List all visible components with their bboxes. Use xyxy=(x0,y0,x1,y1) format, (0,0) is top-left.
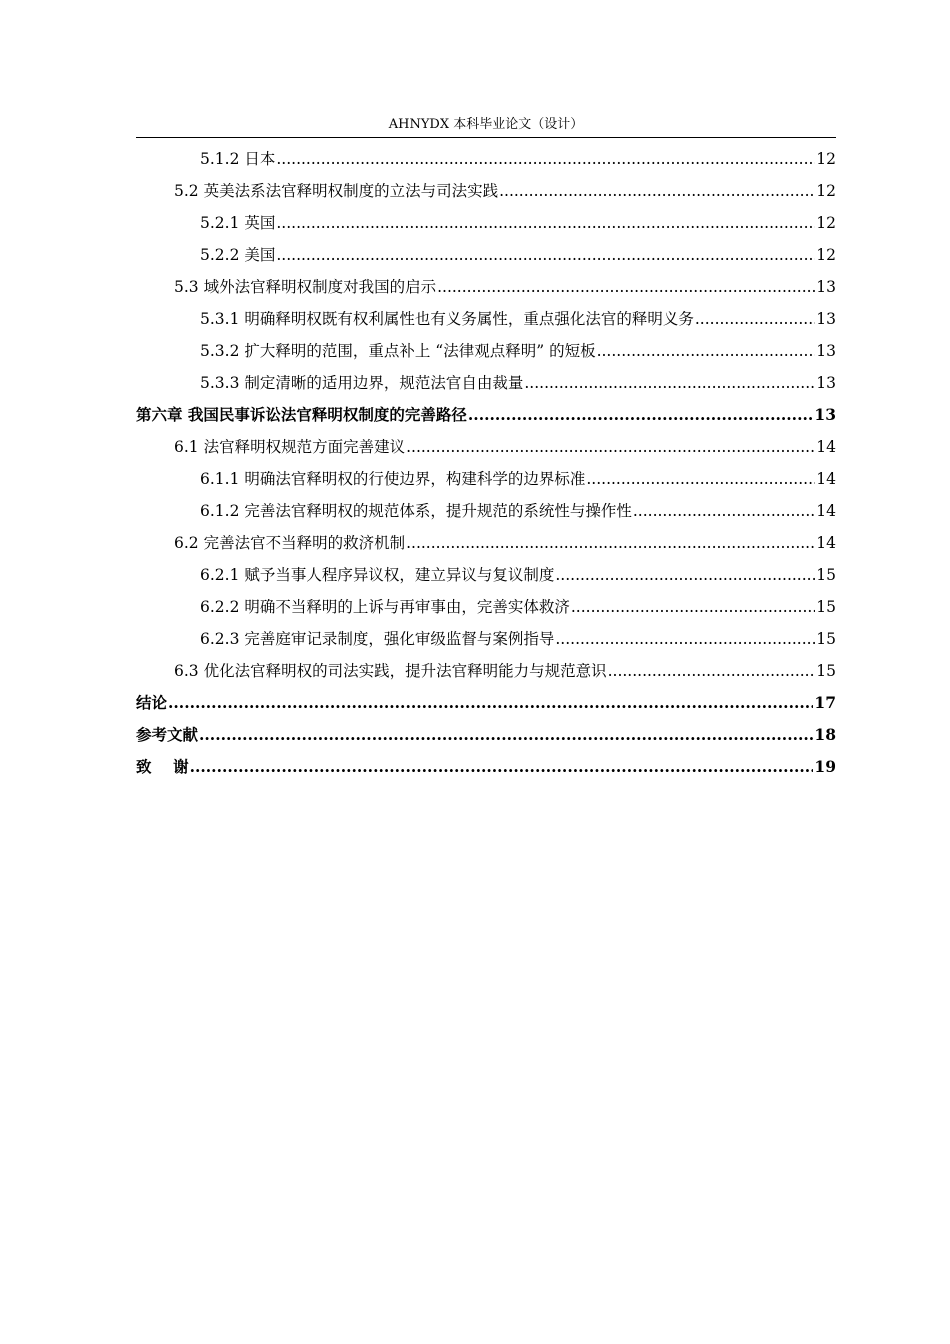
table-of-contents xyxy=(136,143,836,783)
toc-entry-page: 13 xyxy=(816,374,836,392)
toc-entry-title: 6.2.1 赋予当事人程序异议权，建立异议与复议制度 xyxy=(200,566,555,584)
toc-entry[interactable] xyxy=(136,527,836,559)
toc-entry-acknowledgements[interactable] xyxy=(136,751,836,783)
toc-entry-page: 13 xyxy=(814,405,836,424)
toc-leader-dots xyxy=(406,431,815,463)
toc-entry-title: 6.1.2 完善法官释明权的规范体系，提升规范的系统性与操作性 xyxy=(200,502,632,520)
toc-leader-dots xyxy=(597,335,816,367)
toc-leader-dots xyxy=(468,399,814,431)
toc-entry[interactable] xyxy=(136,431,836,463)
toc-leader-dots xyxy=(586,463,815,495)
toc-entry-title: 6.1.1 明确法官释明权的行使边界，构建科学的边界标准 xyxy=(200,470,586,488)
toc-leader-dots xyxy=(695,303,815,335)
toc-entry[interactable] xyxy=(136,271,836,303)
toc-entry-page: 14 xyxy=(816,534,836,552)
toc-entry-page: 15 xyxy=(816,630,836,648)
toc-leader-dots xyxy=(608,655,816,687)
toc-entry-page: 13 xyxy=(816,342,836,360)
toc-entry-title: 6.2.2 明确不当释明的上诉与再审事由，完善实体救济 xyxy=(200,598,570,616)
toc-entry[interactable] xyxy=(136,367,836,399)
toc-entry-page: 14 xyxy=(816,470,836,488)
toc-leader-dots xyxy=(168,687,813,719)
toc-entry[interactable] xyxy=(136,303,836,335)
toc-entry-title: 5.3.1 明确释明权既有权利属性也有义务属性，重点强化法官的释明义务 xyxy=(200,310,694,328)
toc-leader-dots xyxy=(633,495,815,527)
toc-entry[interactable] xyxy=(136,207,836,239)
toc-leader-dots xyxy=(555,623,815,655)
toc-entry[interactable] xyxy=(136,623,836,655)
toc-entry[interactable] xyxy=(136,655,836,687)
toc-leader-dots xyxy=(276,143,815,175)
toc-entry-title: 6.2 完善法官不当释明的救济机制 xyxy=(174,534,406,552)
toc-entry-title: 5.3.2 扩大释明的范围，重点补上 “法律观点释明” 的短板 xyxy=(200,342,596,360)
toc-entry-page: 12 xyxy=(816,182,836,200)
toc-entry-title: 结论 xyxy=(136,693,168,712)
toc-entry-title: 6.1 法官释明权规范方面完善建议 xyxy=(174,438,406,456)
toc-leader-dots xyxy=(571,591,815,623)
toc-entry[interactable] xyxy=(136,591,836,623)
toc-entry[interactable] xyxy=(136,335,836,367)
toc-entry-chapter[interactable] xyxy=(136,399,836,431)
toc-entry-title: 5.1.2 日本 xyxy=(200,150,276,168)
toc-entry[interactable] xyxy=(136,559,836,591)
toc-entry-title: 5.3.3 制定清晰的适用边界，规范法官自由裁量 xyxy=(200,374,524,392)
toc-entry-page: 12 xyxy=(816,214,836,232)
toc-leader-dots xyxy=(555,559,815,591)
toc-leader-dots xyxy=(276,207,815,239)
toc-entry-page: 15 xyxy=(816,566,836,584)
toc-entry-title: 5.2.2 美国 xyxy=(200,246,276,264)
toc-entry-page: 12 xyxy=(816,150,836,168)
toc-entry-title: 参考文献 xyxy=(136,725,199,744)
toc-leader-dots xyxy=(406,527,815,559)
page-header xyxy=(136,117,836,138)
header-text: AHNYDX 本科毕业论文（设计） xyxy=(388,117,584,132)
toc-entry-title: 6.2.3 完善庭审记录制度，强化审级监督与案例指导 xyxy=(200,630,555,648)
toc-entry-title: 第六章 我国民事诉讼法官释明权制度的完善路径 xyxy=(136,405,467,424)
toc-entry-page: 17 xyxy=(814,693,836,712)
toc-entry-page: 13 xyxy=(816,310,836,328)
toc-entry-page: 19 xyxy=(814,757,836,776)
toc-entry-page: 18 xyxy=(814,725,836,744)
toc-entry-page: 15 xyxy=(816,662,836,680)
toc-entry[interactable] xyxy=(136,495,836,527)
toc-entry-title: 致 谢 xyxy=(136,757,189,776)
toc-entry-references[interactable] xyxy=(136,719,836,751)
toc-entry-page: 13 xyxy=(816,278,836,296)
toc-entry[interactable] xyxy=(136,239,836,271)
toc-leader-dots xyxy=(199,719,813,751)
toc-entry-title: 6.3 优化法官释明权的司法实践，提升法官释明能力与规范意识 xyxy=(174,662,607,680)
toc-entry-conclusion[interactable] xyxy=(136,687,836,719)
toc-leader-dots xyxy=(499,175,815,207)
toc-entry[interactable] xyxy=(136,143,836,175)
toc-leader-dots xyxy=(437,271,815,303)
toc-entry-title: 5.3 域外法官释明权制度对我国的启示 xyxy=(174,278,437,296)
toc-entry-page: 14 xyxy=(816,438,836,456)
toc-entry-page: 15 xyxy=(816,598,836,616)
toc-entry-title: 5.2.1 英国 xyxy=(200,214,276,232)
toc-entry[interactable] xyxy=(136,463,836,495)
toc-entry[interactable] xyxy=(136,175,836,207)
toc-entry-title: 5.2 英美法系法官释明权制度的立法与司法实践 xyxy=(174,182,499,200)
toc-leader-dots xyxy=(524,367,815,399)
toc-entry-page: 14 xyxy=(816,502,836,520)
toc-leader-dots xyxy=(276,239,815,271)
toc-entry-page: 12 xyxy=(816,246,836,264)
toc-leader-dots xyxy=(190,751,814,783)
